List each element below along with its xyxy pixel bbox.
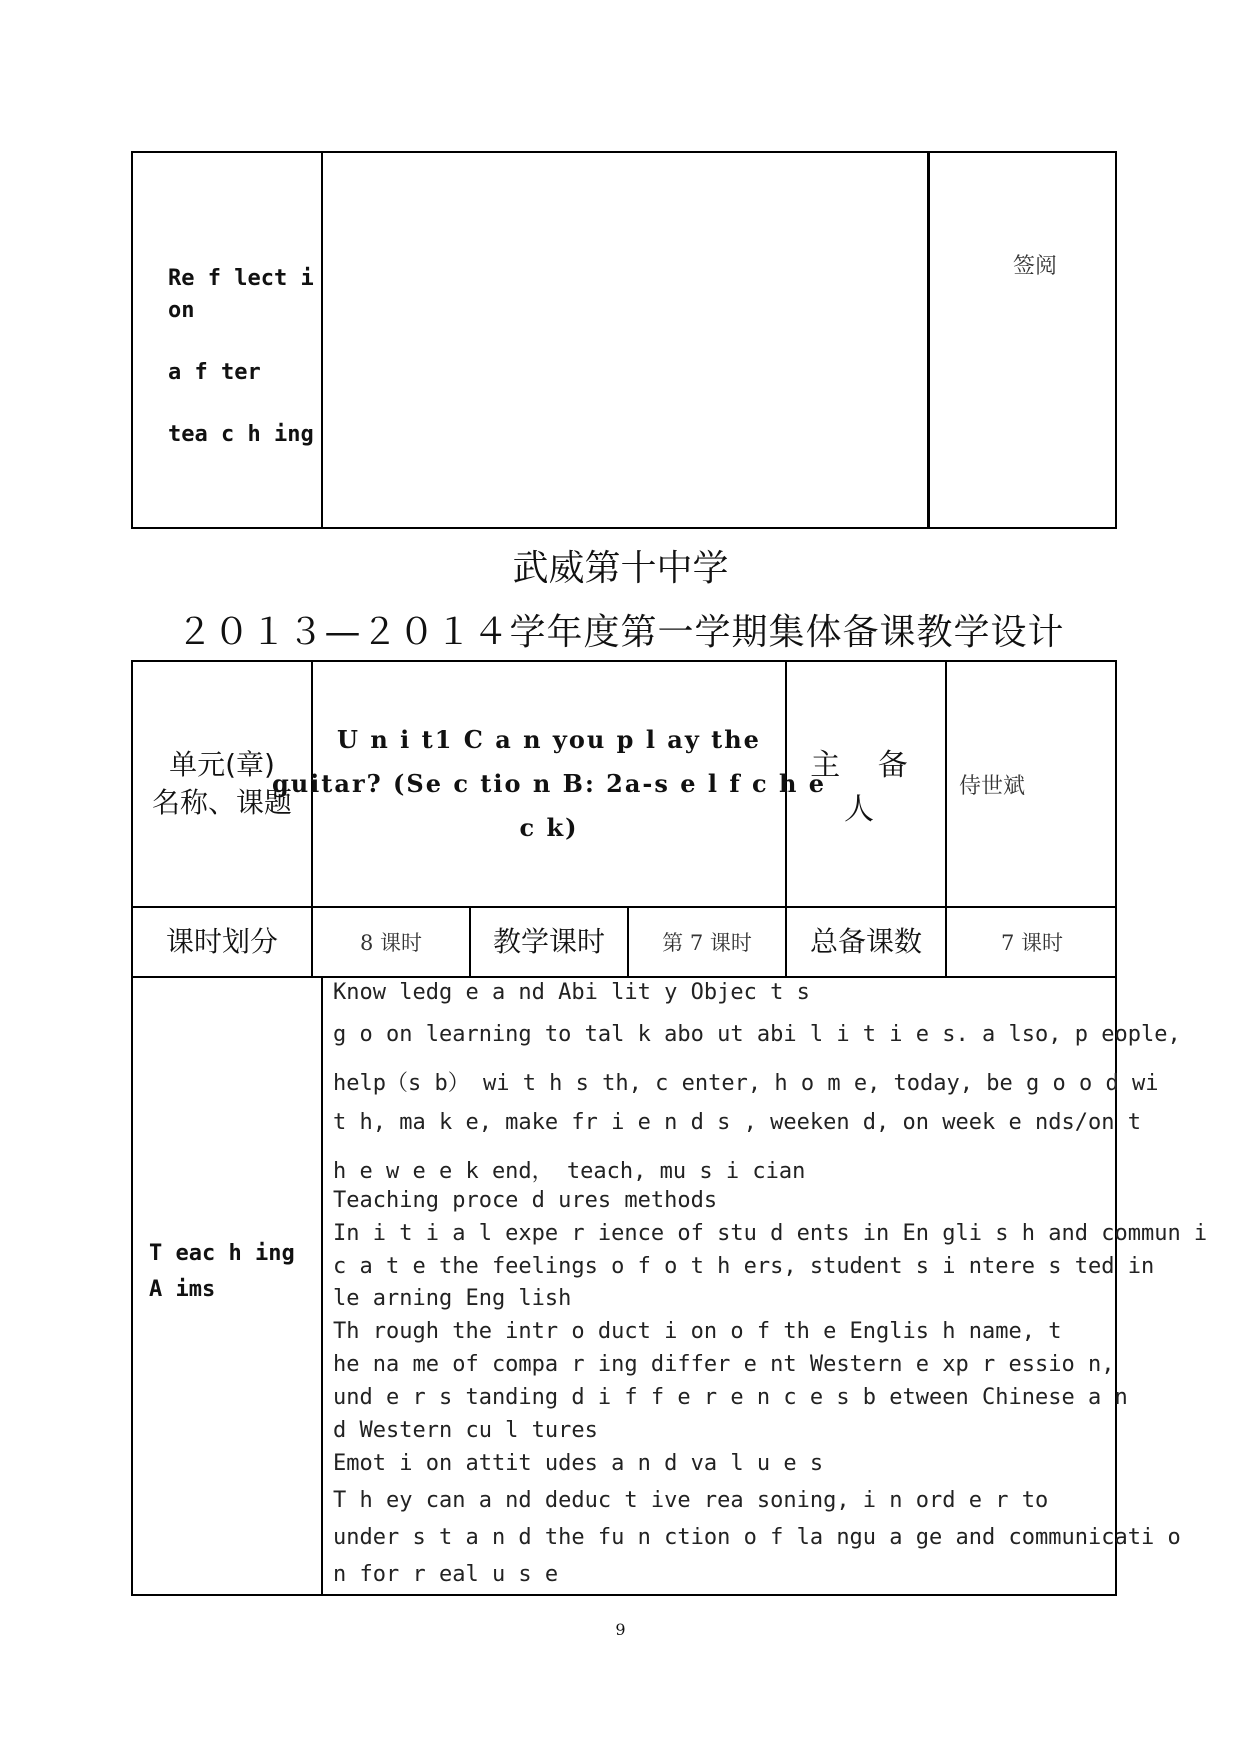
- aims-line: c a t e the feelings o f o t h ers, student s i ntere s ted in: [333, 1254, 1155, 1279]
- aims-line: d Western cu l tures: [333, 1418, 598, 1443]
- reflection-label-line: tea c h ing: [168, 422, 314, 447]
- reflection-table: [131, 151, 1117, 529]
- aims-line: under s t a n d the fu n ction o f la ngu a ge and communicati o: [333, 1525, 1181, 1550]
- aims-line: le arning Eng lish: [333, 1286, 572, 1311]
- preparer-name: 侍世斌: [959, 773, 1026, 799]
- sign-label: 签阅: [1013, 254, 1058, 279]
- reflection-label-line: a f ter: [168, 360, 261, 385]
- reflection-label: [168, 263, 318, 481]
- aims-line: h e w e e k end， teach, mu s i cian: [333, 1159, 806, 1184]
- plan-title: ２０１３—２０１４学年度第一学期集体备课教学设计: [176, 612, 1065, 653]
- aims-line: t h, ma k e, make fr i e n d s , weeken d, on week e nds/on t: [333, 1110, 1141, 1135]
- aims-line: T h ey can a nd deduc t ive rea soning, i n ord e r to: [333, 1488, 1049, 1513]
- reflection-label-line: on: [168, 298, 195, 323]
- aims-label-line: T eac h ing: [149, 1241, 295, 1266]
- aims-label-line: A ims: [149, 1277, 216, 1302]
- aims-line: Th rough the intr o duct i on o f th e Englis h name, t: [333, 1319, 1062, 1344]
- unit-title-line: U n i t1 C a n you p l ay the: [337, 725, 761, 754]
- school-name: 武威第十中学: [512, 548, 729, 589]
- column-divider: [321, 153, 323, 527]
- aims-line: Know ledg e a nd Abi lit y Objec t s: [333, 980, 810, 1005]
- aims-line: Emot i on attit udes a n d va l u e s: [333, 1451, 824, 1476]
- total-value: 7 课时: [1000, 931, 1064, 955]
- aims-line: n for r eal u s e: [333, 1562, 559, 1587]
- row-divider: [133, 976, 1115, 978]
- teaching-aims-label: [149, 1236, 295, 1308]
- page-number: 9: [615, 1620, 626, 1639]
- unit-title-line: guitar? (Se c tio n B: 2a-s e l f c h e: [271, 769, 827, 798]
- aims-line: und e r s tanding d i f f e r e n c e s b etween Chinese a n: [333, 1385, 1128, 1410]
- unit-label-line: 名称、课题: [151, 786, 292, 819]
- teaching-aims-text: [333, 980, 1208, 1596]
- teaching-hour-label: 教学课时: [492, 925, 605, 958]
- aims-line: he na me of compa r ing differ e nt Western e xp r essio n,: [333, 1352, 1115, 1377]
- aims-line: In i t i a l expe r ience of stu d ents in En gli s h and commun i: [333, 1221, 1208, 1246]
- teaching-hour-value: 第 7 课时: [662, 931, 752, 955]
- unit-title-line: c k): [519, 813, 579, 842]
- aims-line: Teaching proce d ures methods: [333, 1188, 718, 1213]
- preparer-label: 主 备 人: [810, 748, 922, 827]
- column-divider: [927, 153, 930, 527]
- aims-line: g o on learning to tal k abo ut abi l i t i e s. a lso, p eople,: [333, 1022, 1181, 1047]
- column-divider: [321, 976, 323, 1594]
- unit-title: [271, 662, 827, 906]
- unit-label-line: 单元(章): [169, 748, 275, 781]
- total-label: 总备课数: [809, 925, 922, 958]
- aims-line: help（s b） wi t h s th, c enter, h o m e, today, be g o o d wi: [333, 1071, 1159, 1096]
- lesson-plan-table: [131, 660, 1208, 1596]
- hours-label: 课时划分: [165, 925, 278, 958]
- reflection-label-line: Re f lect i: [168, 266, 314, 291]
- hours-value: 8 课时: [359, 931, 423, 955]
